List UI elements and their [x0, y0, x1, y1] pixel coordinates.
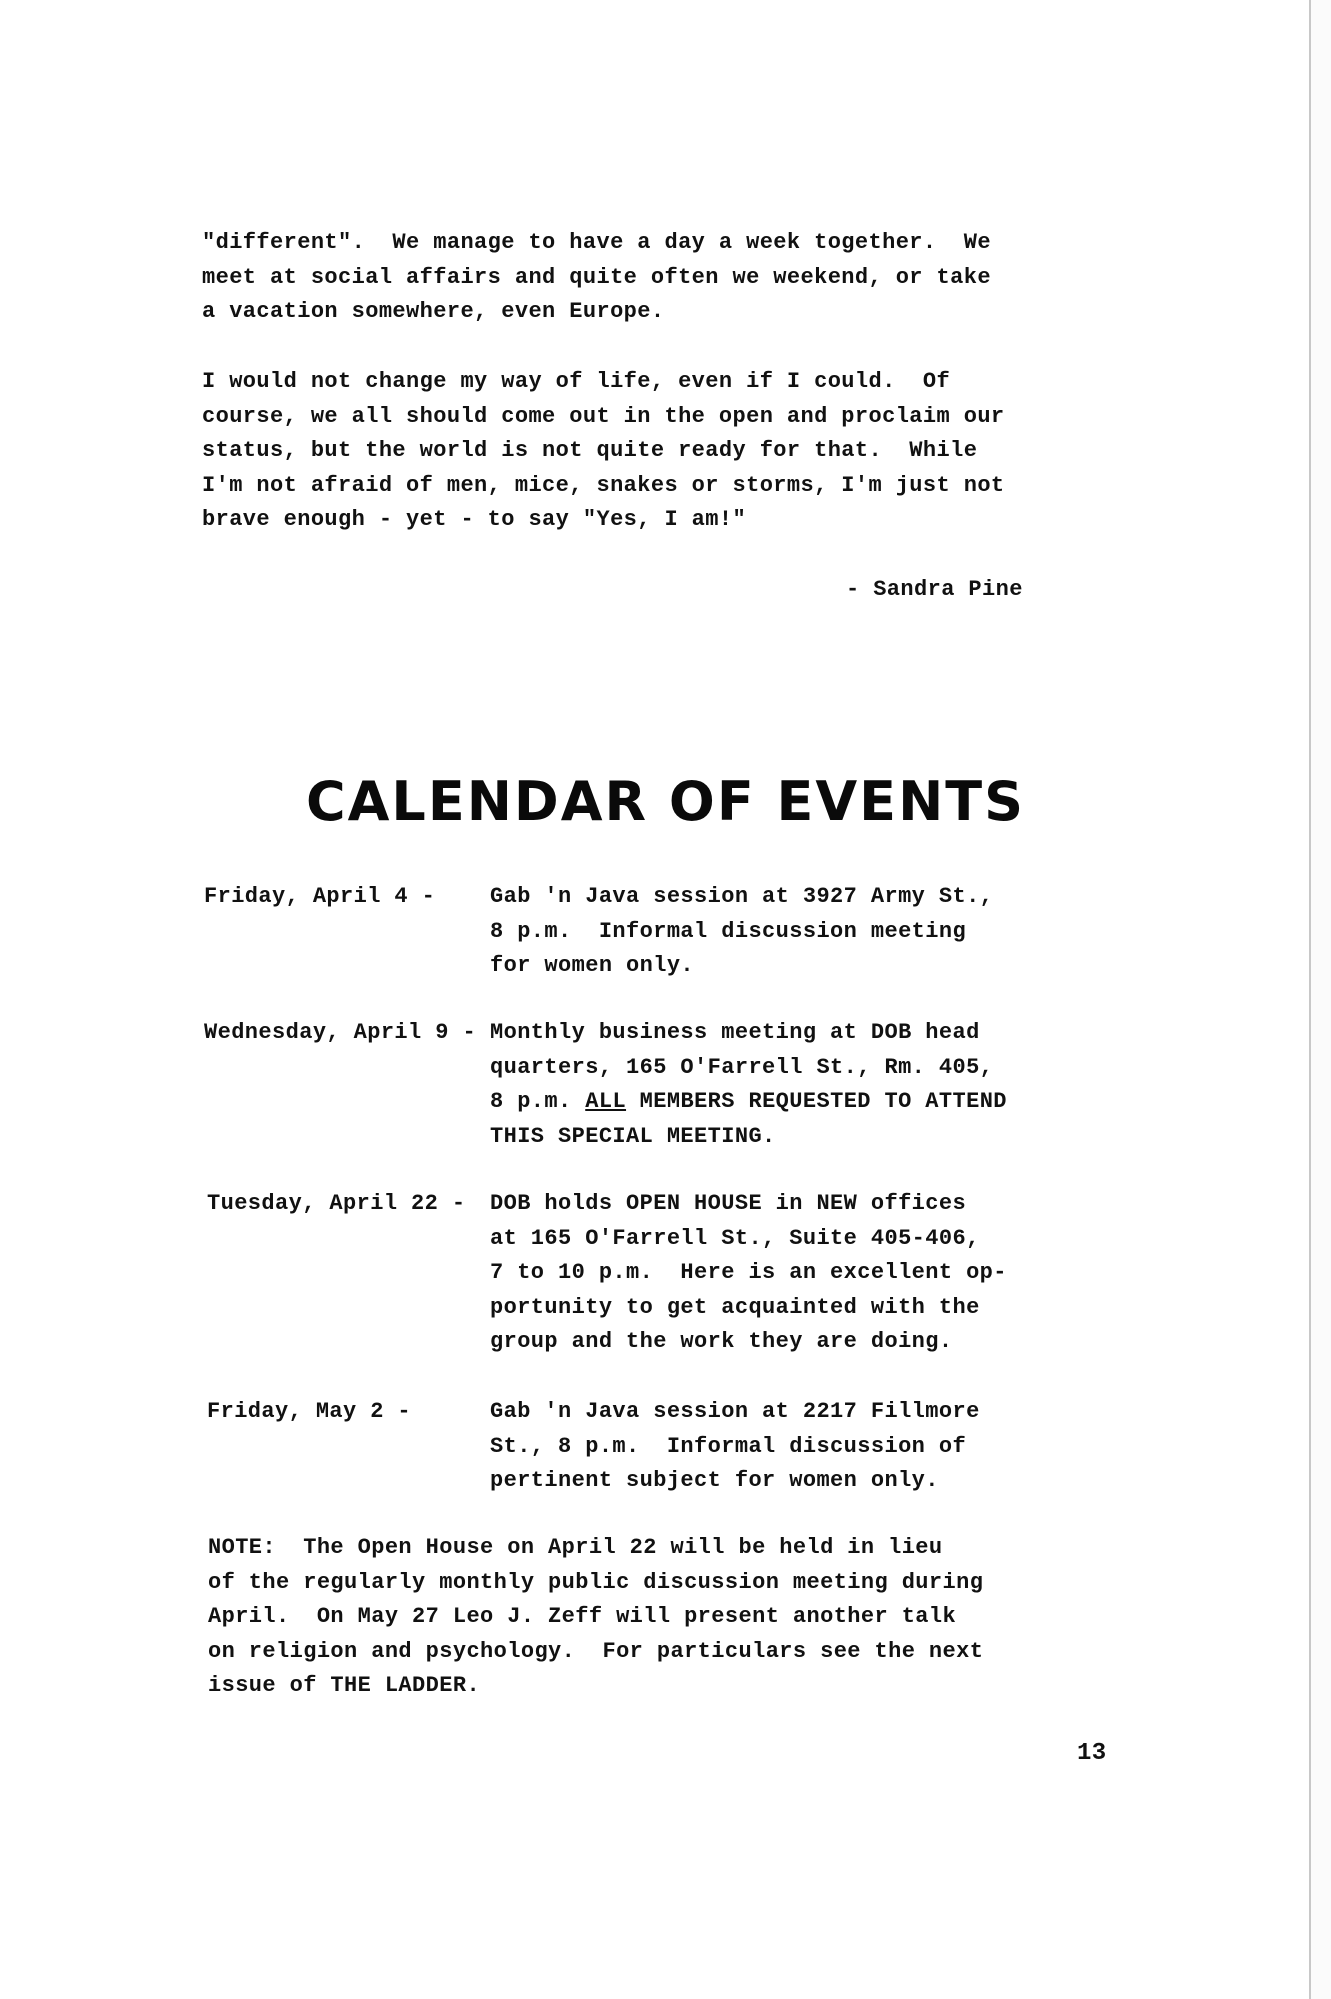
second-paragraph [202, 365, 1005, 538]
text-line: meet at social affairs and quite often we weekend, or take [202, 264, 991, 290]
text-line: 8 p.m. Informal discussion meeting [490, 918, 967, 944]
text-line: of the regularly monthly public discussion meeting during [208, 1569, 984, 1595]
text-line: 7 to 10 p.m. Here is an excellent op- [490, 1260, 1007, 1285]
event-description [490, 1395, 980, 1499]
text-line: at 165 O'Farrell St., Suite 405-406, [490, 1225, 980, 1251]
event-description [490, 1016, 1007, 1154]
text-line: 8 p.m. [490, 1089, 572, 1114]
text-line: quarters, 165 O'Farrell St., Rm. 405, [490, 1054, 994, 1080]
text-line: I'm not afraid of men, mice, snakes or storms, I'm just not [202, 472, 1005, 498]
text-line: group and the work they are doing. [490, 1329, 953, 1354]
text-line: brave enough - yet - to say "Yes, I am!" [202, 507, 747, 532]
text-line: THIS SPECIAL MEETING. [490, 1123, 776, 1149]
text-line: Gab 'n Java session at 3927 Army St., [490, 884, 994, 909]
event-date: Wednesday, April 9 - [204, 1020, 477, 1045]
event-date: Friday, May 2 - [207, 1399, 412, 1424]
text-line: MEMBERS REQUESTED TO ATTEND [639, 1089, 1007, 1114]
page-edge [1309, 0, 1331, 1999]
text-line: Gab 'n Java session at 2217 Fillmore [490, 1399, 980, 1424]
text-line: pertinent subject for women only. [490, 1468, 939, 1493]
text-line: status, but the world is not quite ready for that. While [202, 438, 978, 463]
text-line: course, we all should come out in the open and proclaim our [202, 403, 1005, 429]
text-line: for women only. [490, 953, 695, 978]
page-number: 13 [1077, 1740, 1107, 1767]
text-line: a vacation somewhere, even Europe. [202, 299, 665, 324]
text-line: portunity to get acquainted with the [490, 1294, 980, 1320]
event-date: Friday, April 4 - [204, 884, 436, 909]
text-line: April. On May 27 Leo J. Zeff will present another talk [208, 1604, 957, 1629]
text-line: DOB holds OPEN HOUSE in NEW offices [490, 1191, 967, 1216]
underlined-all: ALL [585, 1089, 627, 1114]
event-description [490, 1187, 1007, 1360]
text-line: NOTE: The Open House on April 22 will be held in lieu [208, 1535, 943, 1560]
calendar-title: CALENDAR OF EVENTS [306, 770, 1025, 833]
text-line: I would not change my way of life, even if I could. Of [202, 369, 951, 394]
text-line: "different". We manage to have a day a week together. We [202, 230, 991, 255]
text-line: issue of THE LADDER. [208, 1673, 481, 1698]
text-line: Monthly business meeting at DOB head [490, 1020, 980, 1045]
text-line: on religion and psychology. For particulars see the next [208, 1638, 984, 1664]
text-line: St., 8 p.m. Informal discussion of [490, 1433, 967, 1459]
event-date: Tuesday, April 22 - [207, 1191, 466, 1216]
note-paragraph [208, 1531, 983, 1704]
author-signature: - Sandra Pine [846, 577, 1023, 602]
intro-paragraph [202, 226, 991, 330]
event-description [490, 880, 993, 984]
